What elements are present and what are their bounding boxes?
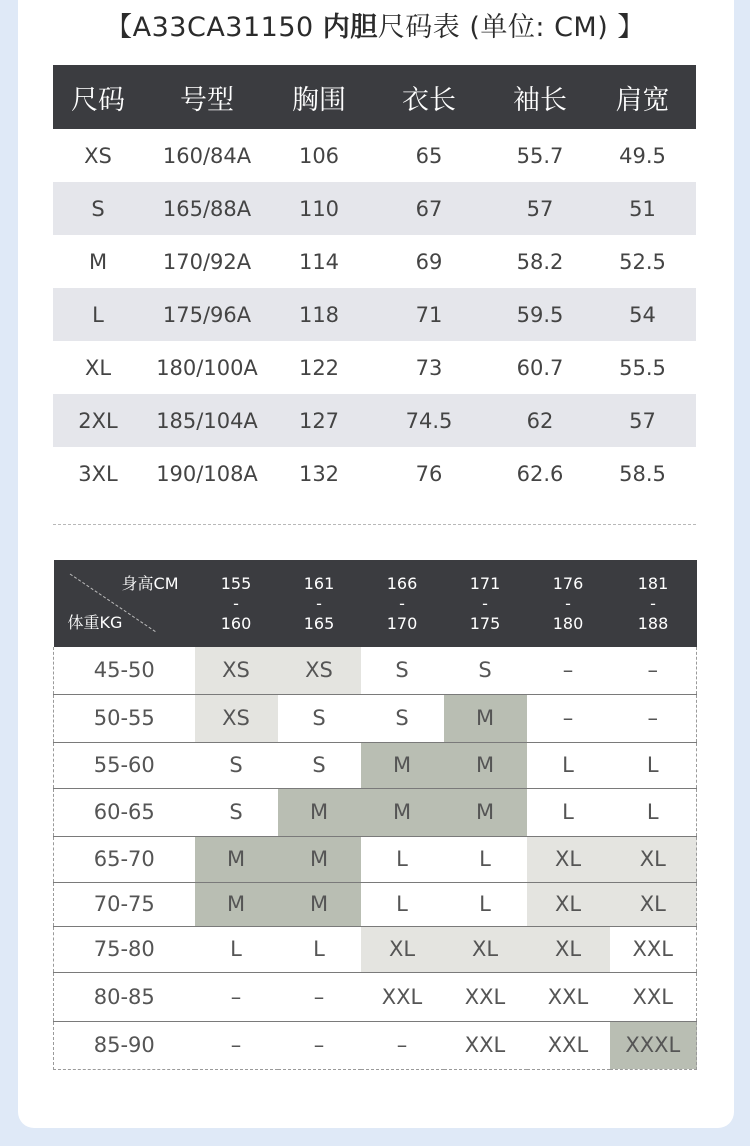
- height-range-to: 170: [386, 613, 418, 633]
- weight-range-cell: 50-55: [54, 694, 195, 742]
- recommended-size-cell: XL: [610, 882, 697, 926]
- cell-length: 71: [367, 288, 491, 341]
- recommended-size-cell: XXL: [444, 972, 527, 1021]
- cell-chest: 118: [271, 288, 367, 341]
- cell-size: M: [88, 249, 108, 274]
- recommended-size-cell: XXL: [610, 926, 697, 972]
- height-range-header: [195, 560, 278, 647]
- recommended-size-cell: –: [195, 1021, 278, 1069]
- recommended-size-cell: –: [527, 647, 610, 694]
- recommended-size-cell: M: [278, 882, 361, 926]
- title-prefix: 【A33CA31150: [105, 12, 323, 43]
- cell-fit-code: 165/88A: [143, 182, 271, 235]
- recommendation-header-row: [54, 560, 697, 647]
- height-range-header: [527, 560, 610, 647]
- recommended-size-cell: M: [444, 742, 527, 788]
- cell-size: S: [53, 182, 143, 235]
- height-range-to: 180: [552, 613, 584, 633]
- weight-range-cell: 45-50: [54, 647, 195, 694]
- recommended-size-cell: XXL: [361, 972, 444, 1021]
- size-chart-row: [53, 129, 696, 182]
- recommendation-row: [54, 647, 697, 694]
- cell-shoulder: 51: [589, 182, 696, 235]
- recommended-size-cell: –: [361, 1021, 444, 1069]
- size-chart-header-row: [53, 65, 696, 129]
- recommended-size-cell: XL: [610, 836, 697, 882]
- height-range-sep: -: [650, 593, 656, 613]
- weight-range-cell: 65-70: [54, 836, 195, 882]
- cell-size: L: [53, 288, 143, 341]
- cell-chest: 132: [298, 461, 340, 486]
- weight-range-cell: 85-90: [54, 1021, 195, 1069]
- weight-range-cell: 80-85: [54, 972, 195, 1021]
- cell-length: 69: [415, 249, 443, 274]
- recommended-size-cell: S: [195, 788, 278, 836]
- height-range-sep: -: [482, 593, 488, 613]
- recommended-size-cell: S: [361, 694, 444, 742]
- height-range-sep: -: [565, 593, 571, 613]
- recommended-size-cell: XL: [527, 926, 610, 972]
- height-range-sep: -: [316, 593, 322, 613]
- size-chart-row: [53, 235, 696, 288]
- recommended-size-cell: XL: [527, 882, 610, 926]
- cell-chest: 114: [298, 249, 340, 274]
- cell-sleeve: 58.2: [516, 249, 564, 274]
- cell-chest: 127: [271, 394, 367, 447]
- cell-chest: 106: [298, 143, 340, 168]
- recommended-size-cell: L: [195, 926, 278, 972]
- height-range-from: 161: [303, 573, 335, 593]
- recommended-size-cell: L: [444, 836, 527, 882]
- cell-fit-code: 160/84A: [162, 143, 252, 168]
- recommendation-row: [54, 882, 697, 926]
- recommended-size-cell: L: [444, 882, 527, 926]
- size-chart-row: [53, 288, 696, 341]
- size-chart-row: [53, 341, 696, 394]
- header-corner: [54, 560, 195, 647]
- recommendation-row: [54, 694, 697, 742]
- size-chart-row: [53, 182, 696, 235]
- size-chart-row: [53, 447, 696, 500]
- recommended-size-cell: L: [527, 788, 610, 836]
- recommended-size-cell: S: [195, 742, 278, 788]
- weight-range-cell: 60-65: [54, 788, 195, 836]
- cell-length: 73: [415, 355, 443, 380]
- recommended-size-cell: XL: [527, 836, 610, 882]
- cell-fit-code: 190/108A: [156, 461, 258, 486]
- cell-shoulder: 55.5: [619, 355, 666, 380]
- recommended-size-cell: M: [444, 694, 527, 742]
- height-axis-label: 身高CM: [121, 574, 179, 593]
- header-sleeve: 袖长: [491, 65, 589, 129]
- height-range-from: 181: [637, 573, 669, 593]
- size-recommendation-table: [53, 560, 697, 1070]
- height-range-to: 165: [303, 613, 335, 633]
- weight-range-cell: 55-60: [54, 742, 195, 788]
- header-chest: 胸围: [271, 65, 367, 129]
- size-chart-row: [53, 394, 696, 447]
- cell-length: 67: [367, 182, 491, 235]
- recommended-size-cell: S: [278, 694, 361, 742]
- recommended-size-cell: M: [444, 788, 527, 836]
- recommended-size-cell: L: [527, 742, 610, 788]
- recommendation-row: [54, 972, 697, 1021]
- recommended-size-cell: XS: [195, 694, 278, 742]
- recommendation-row: [54, 1021, 697, 1069]
- recommendation-row: [54, 742, 697, 788]
- recommended-size-cell: –: [610, 647, 697, 694]
- header-fit-code: 号型: [143, 65, 271, 129]
- section-divider: [53, 524, 696, 525]
- cell-shoulder: 57: [589, 394, 696, 447]
- cell-fit-code: 175/96A: [143, 288, 271, 341]
- cell-sleeve: 55.7: [516, 143, 564, 168]
- cell-length: 74.5: [367, 394, 491, 447]
- height-range-header: [278, 560, 361, 647]
- recommended-size-cell: L: [610, 742, 697, 788]
- recommended-size-cell: M: [361, 788, 444, 836]
- recommended-size-cell: XL: [444, 926, 527, 972]
- height-range-sep: -: [399, 593, 405, 613]
- recommended-size-cell: M: [278, 788, 361, 836]
- cell-shoulder: 58.5: [619, 461, 666, 486]
- cell-chest: 110: [271, 182, 367, 235]
- recommended-size-cell: –: [610, 694, 697, 742]
- size-chart-table: [53, 65, 696, 500]
- cell-shoulder: 49.5: [619, 143, 666, 168]
- weight-range-cell: 70-75: [54, 882, 195, 926]
- cell-sleeve: 59.5: [491, 288, 589, 341]
- recommended-size-cell: S: [444, 647, 527, 694]
- cell-shoulder: 52.5: [619, 249, 666, 274]
- height-range-from: 155: [220, 573, 252, 593]
- height-range-to: 160: [220, 613, 252, 633]
- cell-sleeve: 60.7: [516, 355, 564, 380]
- cell-fit-code: 185/104A: [143, 394, 271, 447]
- recommended-size-cell: M: [278, 836, 361, 882]
- height-range-header: [444, 560, 527, 647]
- cell-fit-code: 180/100A: [156, 355, 258, 380]
- recommended-size-cell: XS: [278, 647, 361, 694]
- recommended-size-cell: XS: [195, 647, 278, 694]
- page-title: [0, 8, 750, 48]
- recommended-size-cell: S: [361, 647, 444, 694]
- title-suffix: 尺码表 (单位: CM) 】: [377, 12, 645, 43]
- recommended-size-cell: –: [195, 972, 278, 1021]
- height-range-from: 171: [469, 573, 501, 593]
- recommended-size-cell: M: [195, 882, 278, 926]
- height-range-from: 176: [552, 573, 584, 593]
- recommendation-row: [54, 788, 697, 836]
- recommendation-row: [54, 926, 697, 972]
- recommended-size-cell: XXL: [527, 1021, 610, 1069]
- recommended-size-cell: XL: [361, 926, 444, 972]
- recommended-size-cell: –: [278, 972, 361, 1021]
- height-range-header: [610, 560, 697, 647]
- recommended-size-cell: L: [361, 882, 444, 926]
- weight-axis-label: 体重KG: [67, 613, 123, 632]
- recommended-size-cell: XXL: [610, 972, 697, 1021]
- recommended-size-cell: XXXL: [610, 1021, 697, 1069]
- recommended-size-cell: –: [278, 1021, 361, 1069]
- recommended-size-cell: XXL: [444, 1021, 527, 1069]
- recommended-size-cell: –: [527, 694, 610, 742]
- cell-sleeve: 57: [491, 182, 589, 235]
- recommended-size-cell: L: [361, 836, 444, 882]
- header-size: 尺码: [53, 65, 143, 129]
- height-range-to: 188: [637, 613, 669, 633]
- cell-size: XL: [84, 355, 112, 380]
- header-shoulder: 肩宽: [589, 65, 696, 129]
- cell-sleeve: 62: [491, 394, 589, 447]
- recommended-size-cell: L: [278, 926, 361, 972]
- title-bold: 内胆: [322, 12, 378, 43]
- header-length: 衣长: [367, 65, 491, 129]
- cell-size: 3XL: [78, 461, 118, 486]
- cell-size: XS: [84, 143, 112, 168]
- recommended-size-cell: XXL: [527, 972, 610, 1021]
- cell-size: 2XL: [53, 394, 143, 447]
- cell-shoulder: 54: [589, 288, 696, 341]
- height-range-to: 175: [469, 613, 501, 633]
- height-range-from: 166: [386, 573, 418, 593]
- cell-length: 65: [415, 143, 443, 168]
- cell-fit-code: 170/92A: [162, 249, 252, 274]
- recommended-size-cell: L: [610, 788, 697, 836]
- recommendation-row: [54, 836, 697, 882]
- recommended-size-cell: S: [278, 742, 361, 788]
- height-range-sep: -: [233, 593, 239, 613]
- height-range-header: [361, 560, 444, 647]
- weight-range-cell: 75-80: [54, 926, 195, 972]
- cell-length: 76: [415, 461, 443, 486]
- recommended-size-cell: M: [195, 836, 278, 882]
- cell-chest: 122: [298, 355, 340, 380]
- cell-sleeve: 62.6: [516, 461, 564, 486]
- recommended-size-cell: M: [361, 742, 444, 788]
